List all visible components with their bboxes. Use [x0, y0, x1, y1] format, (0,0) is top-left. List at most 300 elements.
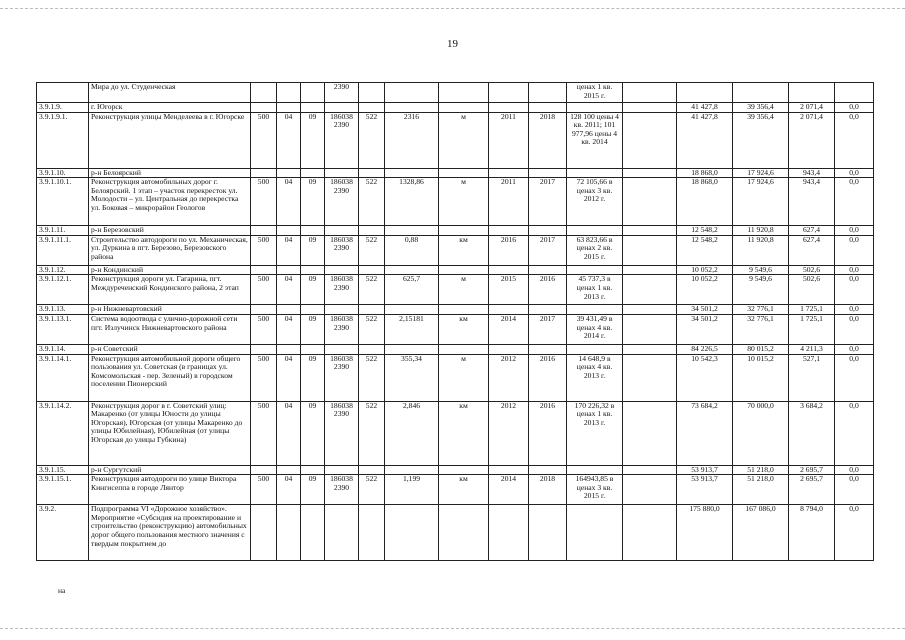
col-ministry: 500 — [251, 401, 277, 465]
col-capacity — [385, 103, 439, 113]
col-blank — [623, 265, 677, 275]
col-other-sources: 0,0 — [835, 112, 874, 168]
col-blank — [623, 305, 677, 315]
row-code: 3.9.1.11. — [37, 226, 89, 236]
col-section — [277, 168, 301, 178]
col-capacity — [385, 168, 439, 178]
col-unit — [439, 465, 489, 475]
col-local-budget: 943,4 — [789, 178, 835, 226]
col-expense-type: 522 — [359, 112, 385, 168]
col-target-article: 186038 2390 — [325, 475, 359, 505]
col-estimated-cost: 128 100 цены 4 кв. 2011; 101 977,96 цены 4 кв. 2014 — [567, 112, 623, 168]
col-section: 04 — [277, 112, 301, 168]
col-estimated-cost: 39 431,49 в ценах 4 кв. 2014 г. — [567, 314, 623, 344]
col-section: 04 — [277, 314, 301, 344]
col-unit: м — [439, 112, 489, 168]
table-row — [37, 305, 874, 315]
col-start-year: 2014 — [489, 475, 529, 505]
col-estimated-cost: 63 823,66 в ценах 2 кв. 2015 г. — [567, 235, 623, 265]
col-expense-type: 522 — [359, 235, 385, 265]
row-name: р-н Белоярский — [89, 168, 251, 178]
col-end-year — [529, 305, 567, 315]
col-target-article: 186038 2390 — [325, 235, 359, 265]
col-start-year — [489, 83, 529, 103]
row-code: 3.9.1.12.1. — [37, 275, 89, 305]
col-unit — [439, 265, 489, 275]
col-end-year — [529, 226, 567, 236]
table-row — [37, 178, 874, 226]
col-ministry — [251, 305, 277, 315]
col-expense-type — [359, 83, 385, 103]
col-start-year — [489, 305, 529, 315]
col-start-year: 2015 — [489, 275, 529, 305]
col-total — [677, 83, 733, 103]
col-local-budget: 1 725,1 — [789, 305, 835, 315]
col-subsection — [301, 83, 325, 103]
row-code: 3.9.1.11.1. — [37, 235, 89, 265]
col-target-article — [325, 226, 359, 236]
col-unit — [439, 505, 489, 561]
col-other-sources: 0,0 — [835, 305, 874, 315]
col-local-budget: 8 794,0 — [789, 505, 835, 561]
row-name: Реконструкция автомобильной дороги общего пользования ул. Советская (в границах ул. Комсомольская - пер. Зеленый) в городском поселении Пионерский — [89, 354, 251, 401]
col-expense-type: 522 — [359, 475, 385, 505]
col-section: 04 — [277, 235, 301, 265]
col-unit — [439, 103, 489, 113]
col-capacity — [385, 305, 439, 315]
col-subsection — [301, 226, 325, 236]
col-other-sources: 0,0 — [835, 465, 874, 475]
col-estimated-cost — [567, 465, 623, 475]
col-start-year: 2014 — [489, 314, 529, 344]
row-name: г. Югорск — [89, 103, 251, 113]
col-capacity — [385, 226, 439, 236]
col-target-article — [325, 103, 359, 113]
col-okrug-budget: 51 218,0 — [733, 465, 789, 475]
col-section — [277, 265, 301, 275]
col-total: 41 427,8 — [677, 103, 733, 113]
col-other-sources: 0,0 — [835, 275, 874, 305]
col-ministry: 500 — [251, 235, 277, 265]
col-estimated-cost — [567, 265, 623, 275]
col-target-article: 186038 2390 — [325, 314, 359, 344]
col-start-year: 2016 — [489, 235, 529, 265]
col-start-year — [489, 344, 529, 354]
col-unit — [439, 168, 489, 178]
col-target-article — [325, 305, 359, 315]
col-target-article: 186038 2390 — [325, 401, 359, 465]
col-blank — [623, 83, 677, 103]
col-estimated-cost: 72 105,66 в ценах 3 кв. 2012 г. — [567, 178, 623, 226]
col-total: 10 052,2 — [677, 265, 733, 275]
col-expense-type: 522 — [359, 401, 385, 465]
col-target-article — [325, 344, 359, 354]
col-subsection — [301, 168, 325, 178]
col-local-budget: 627,4 — [789, 226, 835, 236]
col-ministry — [251, 265, 277, 275]
row-code: 3.9.1.15.1. — [37, 475, 89, 505]
col-end-year: 2017 — [529, 178, 567, 226]
col-capacity: 2,846 — [385, 401, 439, 465]
col-unit: м — [439, 354, 489, 401]
col-total: 18 868,0 — [677, 178, 733, 226]
col-capacity: 2316 — [385, 112, 439, 168]
col-local-budget: 502,6 — [789, 265, 835, 275]
col-total: 53 913,7 — [677, 465, 733, 475]
col-end-year — [529, 505, 567, 561]
col-total: 41 427,8 — [677, 112, 733, 168]
row-name: р-н Нижневартовский — [89, 305, 251, 315]
col-local-budget: 2 695,7 — [789, 465, 835, 475]
col-end-year: 2017 — [529, 314, 567, 344]
col-end-year — [529, 344, 567, 354]
col-expense-type — [359, 344, 385, 354]
col-target-article — [325, 505, 359, 561]
col-section — [277, 103, 301, 113]
table-row — [37, 168, 874, 178]
col-okrug-budget: 70 000,0 — [733, 401, 789, 465]
col-estimated-cost: ценах 1 кв. 2015 г. — [567, 83, 623, 103]
col-section: 04 — [277, 275, 301, 305]
col-ministry — [251, 168, 277, 178]
row-name: р-н Советский — [89, 344, 251, 354]
col-expense-type — [359, 305, 385, 315]
col-unit — [439, 305, 489, 315]
col-other-sources: 0,0 — [835, 314, 874, 344]
col-local-budget: 502,6 — [789, 275, 835, 305]
col-local-budget: 943,4 — [789, 168, 835, 178]
row-name: Система водоотвода с улично-дорожной сети пгт. Излучинск Нижневартовского района — [89, 314, 251, 344]
row-code: 3.9.2. — [37, 505, 89, 561]
col-blank — [623, 112, 677, 168]
table-row — [37, 344, 874, 354]
row-code: 3.9.1.10.1. — [37, 178, 89, 226]
col-okrug-budget: 17 924,6 — [733, 178, 789, 226]
footer-mark: на — [58, 586, 66, 595]
col-estimated-cost — [567, 505, 623, 561]
col-section: 04 — [277, 178, 301, 226]
row-code: 3.9.1.14. — [37, 344, 89, 354]
col-subsection — [301, 465, 325, 475]
col-other-sources: 0,0 — [835, 265, 874, 275]
col-unit: км — [439, 401, 489, 465]
col-subsection: 09 — [301, 401, 325, 465]
col-total: 10 052,2 — [677, 275, 733, 305]
col-capacity — [385, 344, 439, 354]
table-row — [37, 235, 874, 265]
col-other-sources: 0,0 — [835, 505, 874, 561]
col-ministry — [251, 103, 277, 113]
col-estimated-cost — [567, 103, 623, 113]
col-capacity: 0,88 — [385, 235, 439, 265]
col-end-year — [529, 465, 567, 475]
col-capacity — [385, 505, 439, 561]
col-okrug-budget: 11 920,8 — [733, 235, 789, 265]
col-end-year: 2017 — [529, 235, 567, 265]
col-blank — [623, 226, 677, 236]
col-blank — [623, 401, 677, 465]
col-start-year — [489, 168, 529, 178]
col-ministry: 500 — [251, 178, 277, 226]
table-row — [37, 83, 874, 103]
col-subsection: 09 — [301, 475, 325, 505]
row-name: р-н Кондинский — [89, 265, 251, 275]
col-ministry: 500 — [251, 475, 277, 505]
col-start-year: 2012 — [489, 401, 529, 465]
col-expense-type — [359, 103, 385, 113]
col-capacity — [385, 265, 439, 275]
col-other-sources: 0,0 — [835, 178, 874, 226]
col-ministry — [251, 505, 277, 561]
col-subsection: 09 — [301, 235, 325, 265]
col-expense-type: 522 — [359, 354, 385, 401]
col-other-sources: 0,0 — [835, 103, 874, 113]
program-table — [36, 82, 874, 561]
col-total: 18 868,0 — [677, 168, 733, 178]
table-row — [37, 401, 874, 465]
row-code: 3.9.1.14.2. — [37, 401, 89, 465]
table-row — [37, 103, 874, 113]
row-code: 3.9.1.13. — [37, 305, 89, 315]
col-okrug-budget: 11 920,8 — [733, 226, 789, 236]
col-ministry — [251, 83, 277, 103]
row-code: 3.9.1.14.1. — [37, 354, 89, 401]
col-subsection — [301, 305, 325, 315]
row-code — [37, 83, 89, 103]
col-unit: м — [439, 275, 489, 305]
col-total: 73 684,2 — [677, 401, 733, 465]
col-other-sources: 0,0 — [835, 475, 874, 505]
row-code: 3.9.1.10. — [37, 168, 89, 178]
col-end-year — [529, 103, 567, 113]
row-code: 3.9.1.9.1. — [37, 112, 89, 168]
col-blank — [623, 465, 677, 475]
col-total: 175 880,0 — [677, 505, 733, 561]
col-okrug-budget: 17 924,6 — [733, 168, 789, 178]
col-other-sources: 0,0 — [835, 344, 874, 354]
col-capacity: 1328,86 — [385, 178, 439, 226]
col-estimated-cost — [567, 305, 623, 315]
col-capacity — [385, 465, 439, 475]
col-estimated-cost: 164943,85 в ценах 3 кв. 2015 г. — [567, 475, 623, 505]
col-start-year: 2012 — [489, 354, 529, 401]
col-start-year: 2011 — [489, 112, 529, 168]
col-unit — [439, 226, 489, 236]
col-estimated-cost — [567, 344, 623, 354]
col-okrug-budget: 80 015,2 — [733, 344, 789, 354]
col-expense-type — [359, 265, 385, 275]
col-okrug-budget: 39 356,4 — [733, 103, 789, 113]
col-estimated-cost — [567, 226, 623, 236]
col-ministry: 500 — [251, 314, 277, 344]
col-end-year — [529, 265, 567, 275]
col-end-year: 2016 — [529, 354, 567, 401]
col-expense-type: 522 — [359, 178, 385, 226]
col-total: 84 226,5 — [677, 344, 733, 354]
col-capacity: 2,15181 — [385, 314, 439, 344]
col-total: 34 501,2 — [677, 305, 733, 315]
col-section — [277, 305, 301, 315]
col-end-year: 2016 — [529, 401, 567, 465]
col-total: 12 548,2 — [677, 235, 733, 265]
col-okrug-budget: 10 015,2 — [733, 354, 789, 401]
col-blank — [623, 314, 677, 344]
col-ministry: 500 — [251, 354, 277, 401]
col-local-budget: 2 071,4 — [789, 103, 835, 113]
row-code: 3.9.1.15. — [37, 465, 89, 475]
row-name: Реконструкция дороги ул. Гагарина, пгт. Междуреченский Кондинского района, 2 этап — [89, 275, 251, 305]
col-start-year — [489, 226, 529, 236]
col-blank — [623, 103, 677, 113]
col-start-year — [489, 265, 529, 275]
col-okrug-budget: 32 776,1 — [733, 314, 789, 344]
col-blank — [623, 475, 677, 505]
col-section — [277, 83, 301, 103]
col-section — [277, 226, 301, 236]
row-name: Строительство автодороги по ул. Механическая, ул. Дуркина в пгт. Березово, Березовского района — [89, 235, 251, 265]
col-subsection: 09 — [301, 178, 325, 226]
scan-edge-top — [0, 8, 905, 9]
col-okrug-budget: 9 549,6 — [733, 275, 789, 305]
col-okrug-budget: 167 086,0 — [733, 505, 789, 561]
col-end-year: 2018 — [529, 475, 567, 505]
col-subsection: 09 — [301, 275, 325, 305]
col-start-year — [489, 103, 529, 113]
col-subsection: 09 — [301, 314, 325, 344]
col-end-year: 2018 — [529, 112, 567, 168]
col-start-year — [489, 465, 529, 475]
col-unit: км — [439, 314, 489, 344]
col-unit: м — [439, 178, 489, 226]
col-expense-type — [359, 505, 385, 561]
col-other-sources: 0,0 — [835, 226, 874, 236]
col-blank — [623, 354, 677, 401]
table-row — [37, 505, 874, 561]
col-target-article — [325, 265, 359, 275]
col-blank — [623, 235, 677, 265]
col-local-budget — [789, 83, 835, 103]
col-local-budget: 3 684,2 — [789, 401, 835, 465]
row-name: Реконструкция автодороги по улице Виктора Кингисеппа в городе Лянтор — [89, 475, 251, 505]
col-okrug-budget: 39 356,4 — [733, 112, 789, 168]
col-capacity: 1,199 — [385, 475, 439, 505]
col-other-sources: 0,0 — [835, 401, 874, 465]
col-subsection: 09 — [301, 112, 325, 168]
table-row — [37, 275, 874, 305]
col-expense-type — [359, 168, 385, 178]
col-target-article: 186038 2390 — [325, 112, 359, 168]
col-blank — [623, 168, 677, 178]
col-capacity — [385, 83, 439, 103]
col-target-article: 2390 — [325, 83, 359, 103]
row-name: Реконструкция дорог в г. Советский улиц: Макаренко (от улицы Юности до улицы Югорская), Югорская (от улицы Макаренко до улицы Юбилейная), Юбилейная (от улицы Югорская до улицы Губкина) — [89, 401, 251, 465]
col-unit: км — [439, 475, 489, 505]
col-estimated-cost: 45 737,3 в ценах 1 кв. 2013 г. — [567, 275, 623, 305]
col-target-article: 186038 2390 — [325, 178, 359, 226]
row-name: р-н Сургутский — [89, 465, 251, 475]
table-row — [37, 112, 874, 168]
table-row — [37, 354, 874, 401]
col-ministry — [251, 344, 277, 354]
col-expense-type: 522 — [359, 275, 385, 305]
row-code: 3.9.1.13.1. — [37, 314, 89, 344]
col-blank — [623, 178, 677, 226]
col-subsection — [301, 344, 325, 354]
table-row — [37, 314, 874, 344]
col-expense-type: 522 — [359, 314, 385, 344]
col-section: 04 — [277, 401, 301, 465]
col-end-year — [529, 83, 567, 103]
col-total: 53 913,7 — [677, 475, 733, 505]
page-number: 19 — [447, 38, 458, 50]
col-start-year: 2011 — [489, 178, 529, 226]
col-end-year: 2016 — [529, 275, 567, 305]
col-unit — [439, 344, 489, 354]
row-code: 3.9.1.9. — [37, 103, 89, 113]
col-estimated-cost: 14 648,9 в ценах 4 кв. 2013 г. — [567, 354, 623, 401]
col-ministry — [251, 226, 277, 236]
col-other-sources: 0,0 — [835, 168, 874, 178]
row-name: Реконструкция автомобильных дорог г. Белоярский. 1 этап – участок перекресток ул. Молодости – ул. Центральная до перекрестка ул. Боковая – микрорайон Геологов — [89, 178, 251, 226]
col-expense-type — [359, 465, 385, 475]
col-start-year — [489, 505, 529, 561]
col-unit: км — [439, 235, 489, 265]
table-row — [37, 465, 874, 475]
row-name: Мира до ул. Студенческая — [89, 83, 251, 103]
table-row — [37, 265, 874, 275]
col-estimated-cost — [567, 168, 623, 178]
col-capacity: 625,7 — [385, 275, 439, 305]
col-total: 12 548,2 — [677, 226, 733, 236]
col-subsection — [301, 505, 325, 561]
col-subsection — [301, 265, 325, 275]
col-local-budget: 1 725,1 — [789, 314, 835, 344]
row-name: Подпрограмма VI «Дорожное хозяйство». Мероприятие «Субсидия на проектирование и строительство (реконструкцию) автомобильных дорог общего пользования местного значения с твердым покрытием до — [89, 505, 251, 561]
table-row — [37, 226, 874, 236]
col-local-budget: 4 211,3 — [789, 344, 835, 354]
col-target-article: 186038 2390 — [325, 275, 359, 305]
col-section — [277, 465, 301, 475]
col-target-article — [325, 465, 359, 475]
row-code: 3.9.1.12. — [37, 265, 89, 275]
col-okrug-budget: 9 549,6 — [733, 265, 789, 275]
col-target-article — [325, 168, 359, 178]
col-subsection — [301, 103, 325, 113]
col-section — [277, 505, 301, 561]
col-other-sources — [835, 83, 874, 103]
col-end-year — [529, 168, 567, 178]
col-other-sources: 0,0 — [835, 235, 874, 265]
row-name: р-н Березовский — [89, 226, 251, 236]
table-row — [37, 475, 874, 505]
col-okrug-budget — [733, 83, 789, 103]
col-section — [277, 344, 301, 354]
row-name: Реконструкция улицы Менделеева в г. Югорске — [89, 112, 251, 168]
col-local-budget: 627,4 — [789, 235, 835, 265]
col-capacity: 355,34 — [385, 354, 439, 401]
col-subsection: 09 — [301, 354, 325, 401]
col-estimated-cost: 170 226,32 в ценах 1 кв. 2013 г. — [567, 401, 623, 465]
col-local-budget: 2 695,7 — [789, 475, 835, 505]
col-okrug-budget: 51 218,0 — [733, 475, 789, 505]
col-local-budget: 2 071,4 — [789, 112, 835, 168]
col-local-budget: 527,1 — [789, 354, 835, 401]
col-unit — [439, 83, 489, 103]
col-section: 04 — [277, 475, 301, 505]
col-ministry — [251, 465, 277, 475]
col-other-sources: 0,0 — [835, 354, 874, 401]
scan-edge-bottom — [0, 628, 905, 629]
